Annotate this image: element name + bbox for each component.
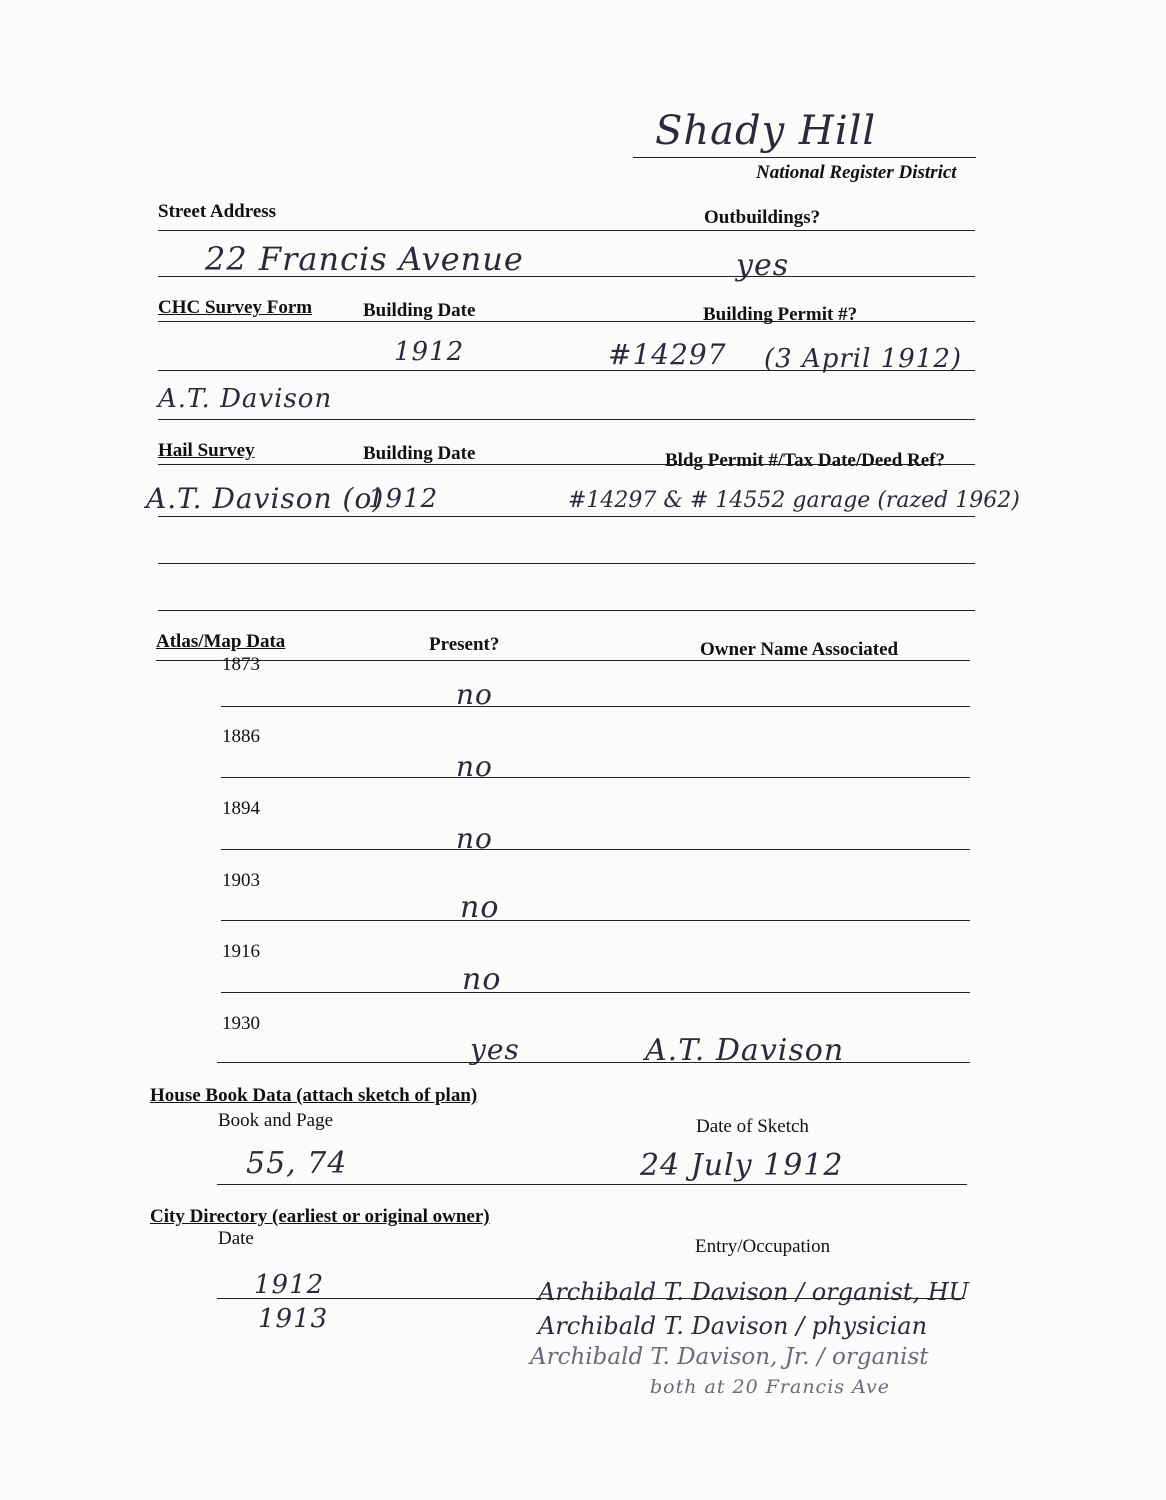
hail-survey-label: Hail Survey <box>158 440 255 461</box>
city-directory-entry-label: Entry/Occupation <box>695 1236 831 1257</box>
hail-permit-value: #14297 & # 14552 garage (razed 1962) <box>568 488 1020 513</box>
atlas-owner-label: Owner Name Associated <box>700 639 899 660</box>
chc-architect-value: A.T. Davison <box>158 384 333 414</box>
house-book-page-value: 55, 74 <box>246 1146 348 1181</box>
atlas-year: 1894 <box>222 798 260 819</box>
city-directory-entry: Archibald T. Davison / organist, HU <box>538 1278 969 1306</box>
atlas-row-line <box>221 849 970 850</box>
chc-value-line <box>158 370 975 371</box>
atlas-owner-value: A.T. Davison <box>645 1033 845 1068</box>
house-book-line <box>217 1184 967 1185</box>
chc-architect-line <box>158 419 975 420</box>
atlas-header-line <box>156 660 970 661</box>
city-directory-label: City Directory (earliest or original owner) <box>150 1206 490 1227</box>
atlas-row-line <box>221 706 970 707</box>
hail-blank-line-1 <box>158 563 975 564</box>
hail-building-date-value: 1912 <box>368 484 439 514</box>
city-directory-date: 1912 <box>254 1270 325 1300</box>
chc-survey-form-label: CHC Survey Form <box>158 297 313 318</box>
street-address-label: Street Address <box>158 201 277 222</box>
atlas-present-value: no <box>460 890 500 925</box>
hail-permit-label: Bldg Permit #/Tax Date/Deed Ref? <box>665 450 946 471</box>
atlas-present-value: no <box>462 962 502 997</box>
hail-header-line <box>158 464 975 465</box>
house-book-sketch-date-value: 24 July 1912 <box>640 1148 844 1183</box>
street-value-line <box>158 276 975 277</box>
chc-permit-date-value: (3 April 1912) <box>764 344 963 374</box>
district-name: Shady Hill <box>655 108 877 154</box>
house-book-label: House Book Data (attach sketch of plan) <box>150 1085 478 1106</box>
atlas-row-line <box>221 920 970 921</box>
atlas-row-line <box>221 777 970 778</box>
district-label: National Register District <box>756 162 957 183</box>
hail-blank-line-2 <box>158 610 975 611</box>
street-address-value: 22 Francis Avenue <box>205 240 524 278</box>
street-header-line <box>158 230 975 231</box>
atlas-label: Atlas/Map Data <box>156 631 286 652</box>
city-directory-date: 1913 <box>258 1304 329 1334</box>
atlas-present-value: yes <box>470 1033 520 1066</box>
outbuildings-label: Outbuildings? <box>704 207 821 228</box>
chc-building-date-value: 1912 <box>394 337 465 367</box>
outbuildings-value: yes <box>736 248 790 283</box>
city-directory-date-label: Date <box>218 1228 254 1249</box>
house-book-page-label: Book and Page <box>218 1110 334 1131</box>
atlas-present-value: no <box>456 750 493 783</box>
city-directory-entry: Archibald T. Davison / physician <box>538 1312 928 1340</box>
chc-building-date-label: Building Date <box>363 300 476 321</box>
chc-building-permit-label: Building Permit #? <box>703 304 858 325</box>
hail-building-date-label: Building Date <box>363 443 476 464</box>
city-directory-entry: Archibald T. Davison, Jr. / organist <box>530 1344 929 1370</box>
atlas-year: 1903 <box>222 870 260 891</box>
atlas-row-line <box>217 1062 970 1063</box>
hail-value-line <box>158 516 975 517</box>
atlas-present-label: Present? <box>429 634 500 655</box>
atlas-year: 1886 <box>222 726 260 747</box>
hail-survey-value: A.T. Davison (o) <box>146 482 385 515</box>
atlas-year: 1930 <box>222 1013 260 1034</box>
atlas-present-value: no <box>456 822 493 855</box>
atlas-year: 1916 <box>222 941 260 962</box>
chc-header-line <box>158 321 975 322</box>
district-line <box>633 157 976 158</box>
house-book-sketch-date-label: Date of Sketch <box>696 1116 809 1137</box>
chc-building-permit-value: #14297 <box>608 338 727 371</box>
atlas-row-line <box>221 992 970 993</box>
atlas-present-value: no <box>456 678 493 711</box>
atlas-year: 1873 <box>222 654 260 675</box>
city-directory-entry: both at 20 Francis Ave <box>650 1376 890 1398</box>
